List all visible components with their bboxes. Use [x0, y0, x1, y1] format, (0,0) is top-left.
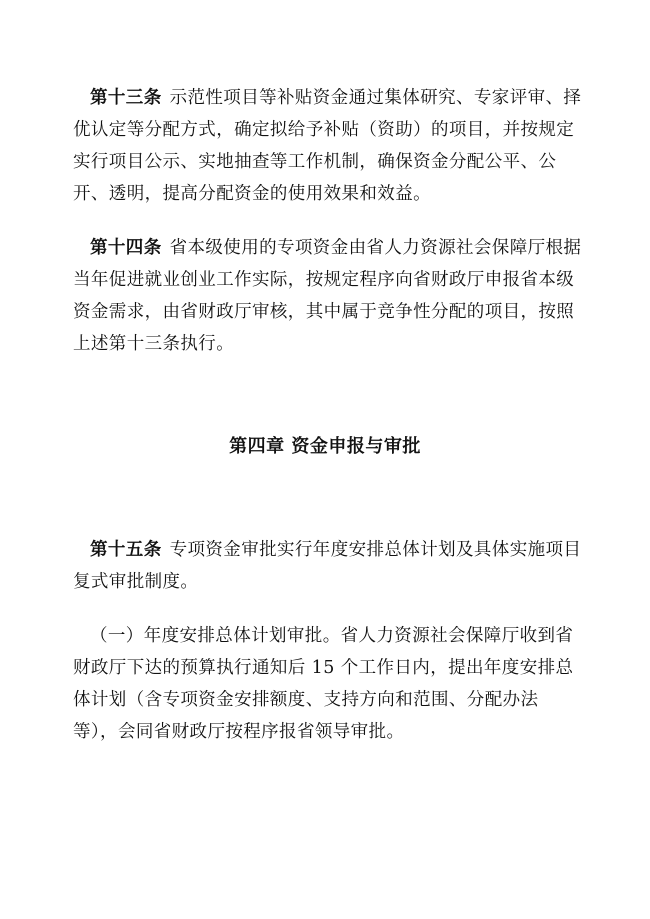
article-15-paragraph [73, 534, 583, 598]
chapter-4-heading: 第四章 资金申报与审批 [229, 436, 421, 457]
article-13-text: 示范性项目等补贴资金通过集体研究、专家评审、择优认定等分配方式，确定拟给予补贴（资助）的项目，并按规定实行项目公示、实地抽查等工作机制，确保资金分配公平、公开、透明，提高分配资金的使用效果和效益。 [73, 88, 582, 204]
article-14-text: 省本级使用的专项资金由省人力资源社会保障厅根据当年促进就业创业工作实际，按规定程序向省财政厅申报省本级资金需求，由省财政厅审核，其中属于竞争性分配的项目，按照上述第十三条执行。 [73, 238, 582, 354]
item-1-text: （一）年度安排总体计划审批。省人力资源社会保障厅收到省财政厅下达的预算执行通知后 15 个工作日内，提出年度安排总体计划（含专项资金安排额度、支持方向和范围、分配办法等），会同省财政厅按程序报省领导审批。 [73, 626, 574, 742]
article-13-paragraph [73, 82, 583, 210]
article-14-label: 第十四条 [90, 238, 162, 258]
article-15-text: 专项资金审批实行年度安排总体计划及具体实施项目复式审批制度。 [73, 540, 582, 592]
article-15-label: 第十五条 [90, 540, 162, 560]
article-14-paragraph [73, 232, 583, 360]
item-1-paragraph [73, 620, 583, 748]
article-13-label: 第十三条 [90, 88, 162, 108]
